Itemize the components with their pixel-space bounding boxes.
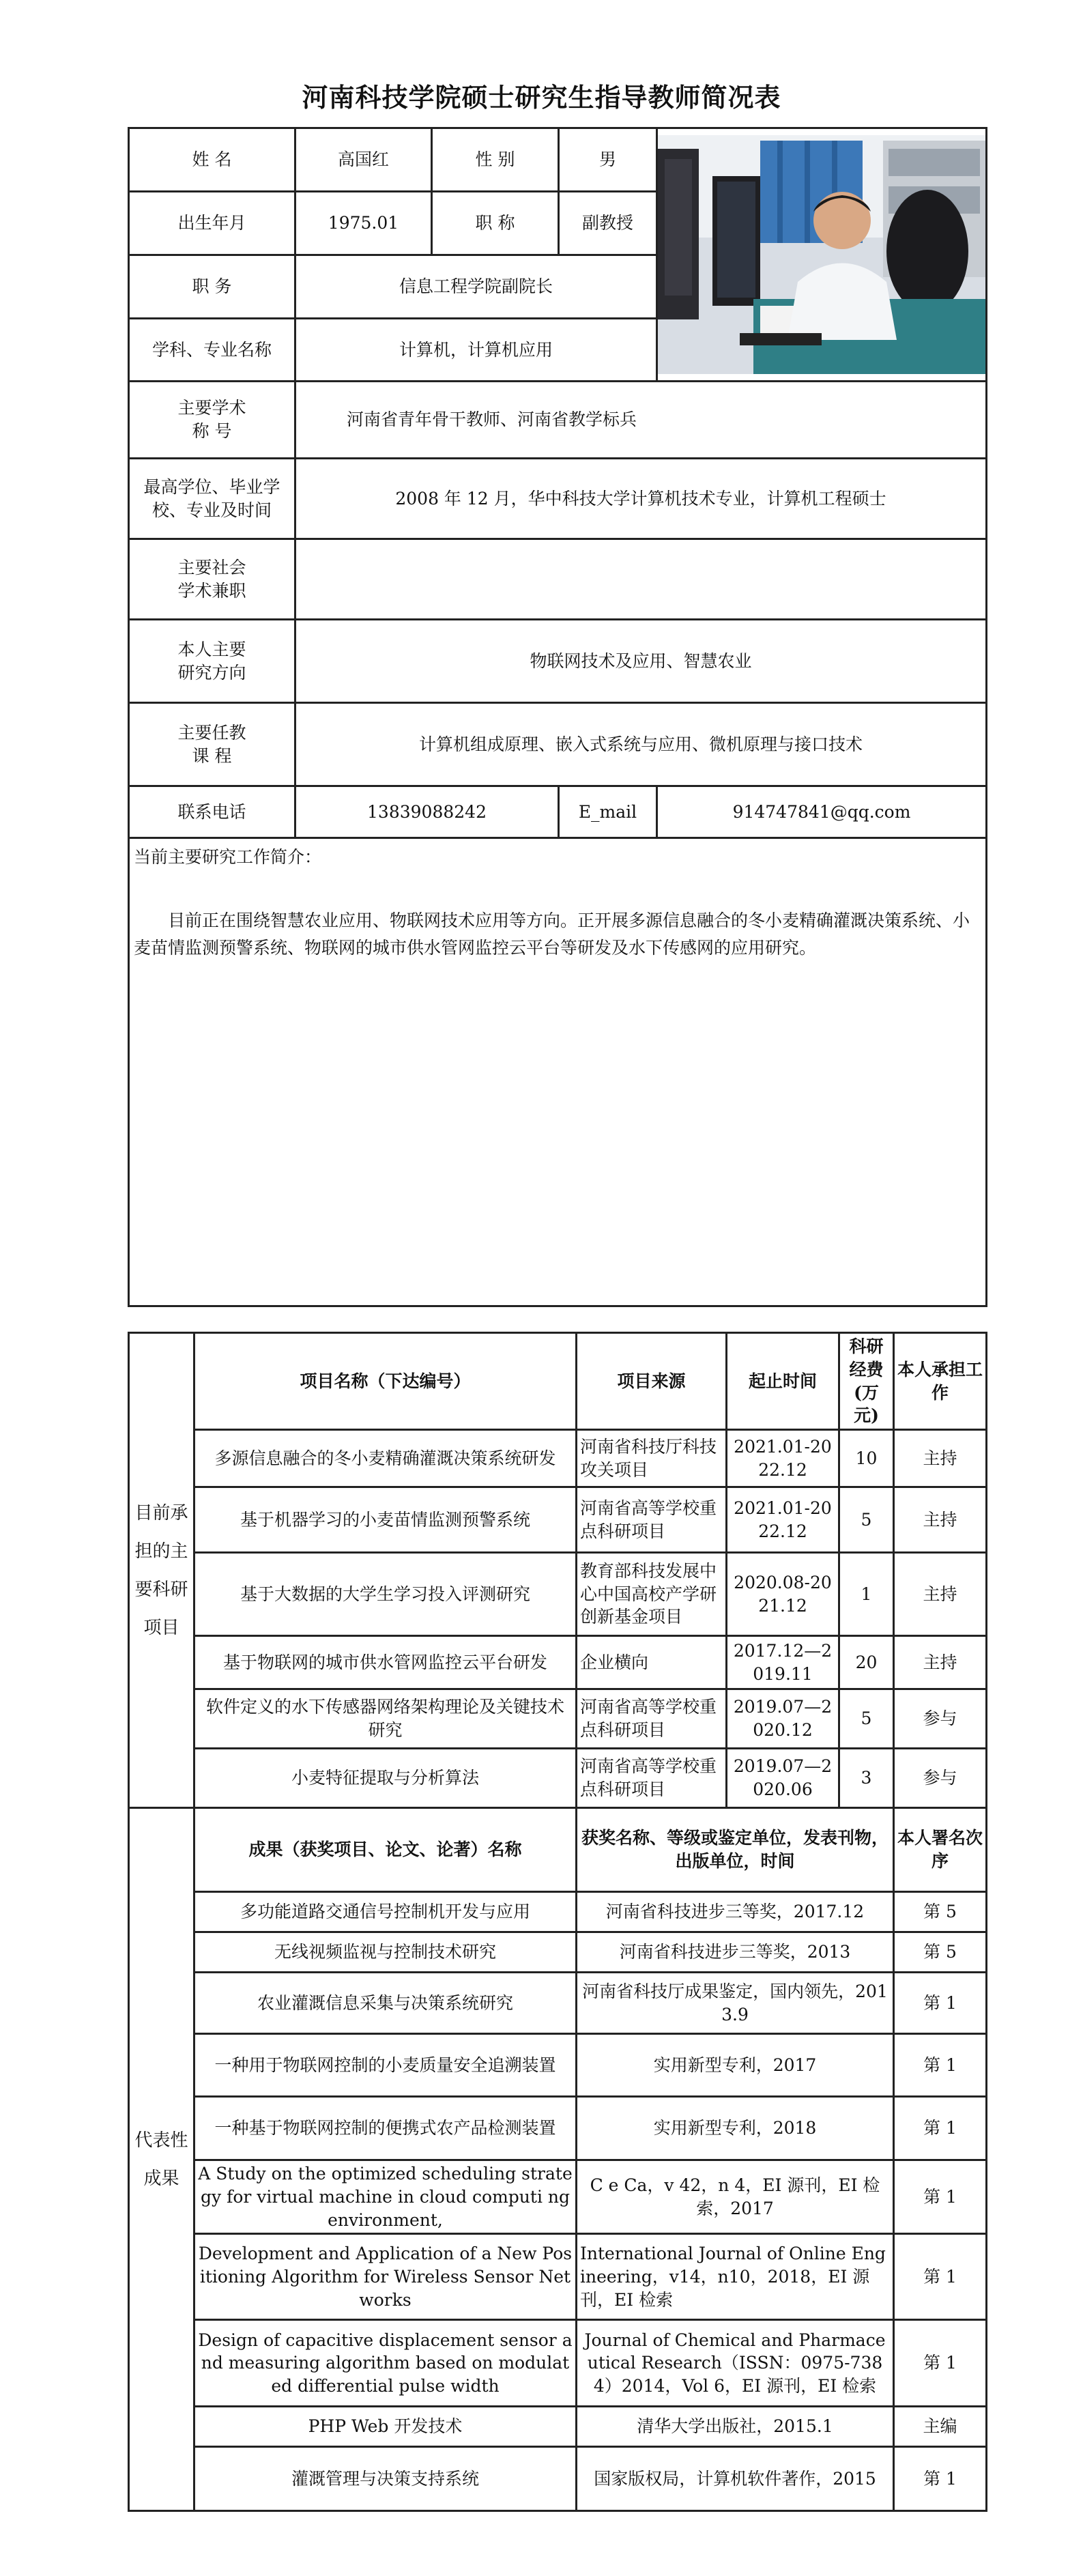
- project-source: 教育部科技发展中心中国高校产学研创新基金项目: [577, 1553, 727, 1636]
- projects-achievements-table: [128, 1332, 987, 2512]
- project-funds: 20: [839, 1636, 894, 1689]
- name-value: 高国红: [295, 128, 432, 192]
- project-role: 主持: [894, 1553, 987, 1636]
- projects-header-funds: 科研经费(万元): [839, 1333, 894, 1430]
- phone-value: 13839088242: [295, 786, 559, 838]
- achievement-order: 第 5: [894, 1892, 987, 1932]
- achievement-award: 实用新型专利，2017: [577, 2034, 894, 2097]
- achievement-award: C e Ca，v 42，n 4，EI 源刊，EI 检索，2017: [577, 2160, 894, 2234]
- courses-label-line2: 课 程: [192, 745, 232, 766]
- achievement-name: 一种基于物联网控制的便携式农产品检测装置: [194, 2097, 577, 2160]
- projects-side-label: 目前承担的主要科研项目: [129, 1333, 194, 1808]
- achievements-side-label: 代表性成果: [129, 1808, 194, 2511]
- achievement-award: Journal of Chemical and Pharmaceutical Research（ISSN：0975-7384）2014，Vol 6，EI 源刊，EI 检索: [577, 2320, 894, 2407]
- research-intro-text: 目前正在围绕智慧农业应用、物联网技术应用等方向。正开展多源信息融合的冬小麦精确灌溉决策系统、小麦苗情监测预警系统、物联网的城市供水管网监控云平台等研发及水下传感网的应用研究。: [134, 910, 970, 958]
- discipline-label: 学科、专业名称: [129, 319, 295, 382]
- project-name: 多源信息融合的冬小麦精确灌溉决策系统研发: [194, 1430, 577, 1487]
- project-role: 参与: [894, 1749, 987, 1808]
- project-row: [129, 1487, 987, 1553]
- research-value: 物联网技术及应用、智慧农业: [295, 620, 987, 703]
- achievement-row: [129, 2320, 987, 2407]
- courses-label: [129, 703, 295, 786]
- project-role: 主持: [894, 1636, 987, 1689]
- project-funds: 5: [839, 1487, 894, 1553]
- project-role: 主持: [894, 1487, 987, 1553]
- project-source: 河南省科技厅科技攻关项目: [577, 1430, 727, 1487]
- achievement-row: [129, 1973, 987, 2034]
- achievement-name: A Study on the optimized scheduling strategy for virtual machine in cloud computi ng environment,: [194, 2160, 577, 2234]
- email-label: E_mail: [559, 786, 657, 838]
- project-name: 小麦特征提取与分析算法: [194, 1749, 577, 1808]
- achievement-award: International Journal of Online Engineering，v14，n10，2018，EI 源刊，EI 检索: [577, 2234, 894, 2320]
- social-label: [129, 539, 295, 620]
- name-label: 姓 名: [129, 128, 295, 192]
- achievement-order: 第 1: [894, 2034, 987, 2097]
- social-label-line2: 学术兼职: [177, 580, 246, 601]
- form-title: 河南科技学院硕士研究生指导教师简况表: [302, 83, 781, 113]
- research-intro: [129, 838, 987, 1306]
- honor-value: 河南省青年骨干教师、河南省教学标兵: [295, 382, 987, 459]
- project-time: 2021.01-2022.12: [727, 1487, 839, 1553]
- project-name: 软件定义的水下传感器网络架构理论及关键技术研究: [194, 1689, 577, 1749]
- achievements-header-award: 获奖名称、等级或鉴定单位，发表刊物，出版单位，时间: [577, 1808, 894, 1892]
- discipline-value: 计算机，计算机应用: [295, 319, 657, 382]
- projects-header-time: 起止时间: [727, 1333, 839, 1430]
- birth-label: 出生年月: [129, 192, 295, 255]
- title-value: 副教授: [559, 192, 657, 255]
- gender-label: 性 别: [432, 128, 559, 192]
- achievement-order: 第 1: [894, 2447, 987, 2511]
- courses-label-line1: 主要任教: [177, 722, 246, 743]
- project-time: 2019.07—2020.12: [727, 1689, 839, 1749]
- project-row: [129, 1689, 987, 1749]
- achievement-name: 一种用于物联网控制的小麦质量安全追溯装置: [194, 2034, 577, 2097]
- achievement-award: 河南省科技进步三等奖，2013: [577, 1932, 894, 1973]
- achievement-name: 无线视频监视与控制技术研究: [194, 1932, 577, 1973]
- project-source: 河南省高等学校重点科研项目: [577, 1487, 727, 1553]
- achievement-name: PHP Web 开发技术: [194, 2407, 577, 2447]
- projects-header-role: 本人承担工作: [894, 1333, 987, 1430]
- project-role: 主持: [894, 1430, 987, 1487]
- project-row: [129, 1636, 987, 1689]
- courses-value: 计算机组成原理、嵌入式系统与应用、微机原理与接口技术: [295, 703, 987, 786]
- honor-label-line1: 主要学术: [177, 398, 246, 418]
- achievement-award: 实用新型专利，2018: [577, 2097, 894, 2160]
- achievement-order: 主编: [894, 2407, 987, 2447]
- project-source: 河南省高等学校重点科研项目: [577, 1749, 727, 1808]
- position-value: 信息工程学院副院长: [295, 255, 657, 319]
- achievement-name: Design of capacitive displacement sensor and measuring algorithm based on modulated differential pulse width: [194, 2320, 577, 2407]
- project-time: 2021.01-2022.12: [727, 1430, 839, 1487]
- achievement-row: [129, 2097, 987, 2160]
- project-row: [129, 1553, 987, 1636]
- achievement-row: [129, 2407, 987, 2447]
- achievement-award: 河南省科技进步三等奖，2017.12: [577, 1892, 894, 1932]
- achievement-award: 河南省科技厅成果鉴定，国内领先，2013.9: [577, 1973, 894, 2034]
- project-row: [129, 1749, 987, 1808]
- project-name: 基于物联网的城市供水管网监控云平台研发: [194, 1636, 577, 1689]
- achievement-row: [129, 2034, 987, 2097]
- title-label: 职 称: [432, 192, 559, 255]
- achievement-row: [129, 1932, 987, 1973]
- achievement-order: 第 1: [894, 2097, 987, 2160]
- research-label-line2: 研究方向: [177, 662, 246, 683]
- gender-value: 男: [559, 128, 657, 192]
- personal-info-table: [128, 127, 987, 1307]
- project-funds: 3: [839, 1749, 894, 1808]
- achievement-order: 第 1: [894, 2320, 987, 2407]
- project-source: 河南省高等学校重点科研项目: [577, 1689, 727, 1749]
- social-label-line1: 主要社会: [177, 557, 246, 577]
- position-label: 职 务: [129, 255, 295, 319]
- project-funds: 10: [839, 1430, 894, 1487]
- research-label: [129, 620, 295, 703]
- achievement-row: [129, 1892, 987, 1932]
- achievement-order: 第 1: [894, 2234, 987, 2320]
- achievement-order: 第 5: [894, 1932, 987, 1973]
- honor-label: [129, 382, 295, 459]
- project-funds: 5: [839, 1689, 894, 1749]
- project-name: 基于大数据的大学生学习投入评测研究: [194, 1553, 577, 1636]
- portrait-image: [658, 135, 987, 374]
- project-time: 2019.07—2020.06: [727, 1749, 839, 1808]
- degree-value: 2008 年 12 月，华中科技大学计算机技术专业，计算机工程硕士: [295, 459, 987, 539]
- project-role: 参与: [894, 1689, 987, 1749]
- achievement-name: 灌溉管理与决策支持系统: [194, 2447, 577, 2511]
- project-source: 企业横向: [577, 1636, 727, 1689]
- research-intro-label: 当前主要研究工作简介：: [134, 847, 322, 867]
- project-time: 2020.08-2021.12: [727, 1553, 839, 1636]
- portrait-photo: [657, 128, 987, 382]
- degree-label-line2: 校、专业及时间: [151, 500, 272, 520]
- social-value: [295, 539, 987, 620]
- research-label-line1: 本人主要: [177, 639, 246, 659]
- achievement-name: 多功能道路交通信号控制机开发与应用: [194, 1892, 577, 1932]
- projects-header-source: 项目来源: [577, 1333, 727, 1430]
- achievement-row: [129, 2234, 987, 2320]
- achievement-order: 第 1: [894, 2160, 987, 2234]
- birth-value: 1975.01: [295, 192, 432, 255]
- achievement-award: 国家版权局，计算机软件著作，2015: [577, 2447, 894, 2511]
- achievements-header-order: 本人署名次序: [894, 1808, 987, 1892]
- achievement-name: 农业灌溉信息采集与决策系统研究: [194, 1973, 577, 2034]
- achievement-award: 清华大学出版社，2015.1: [577, 2407, 894, 2447]
- projects-header-name: 项目名称（下达编号）: [194, 1333, 577, 1430]
- degree-label: [129, 459, 295, 539]
- project-funds: 1: [839, 1553, 894, 1636]
- degree-label-line1: 最高学位、毕业学: [143, 476, 280, 497]
- project-name: 基于机器学习的小麦苗情监测预警系统: [194, 1487, 577, 1553]
- honor-label-line2: 称 号: [192, 421, 232, 441]
- project-time: 2017.12—2019.11: [727, 1636, 839, 1689]
- achievements-header-name: 成果（获奖项目、论文、论著）名称: [194, 1808, 577, 1892]
- phone-label: 联系电话: [129, 786, 295, 838]
- achievement-row: [129, 2447, 987, 2511]
- achievement-order: 第 1: [894, 1973, 987, 2034]
- achievement-row: [129, 2160, 987, 2234]
- project-row: [129, 1430, 987, 1487]
- achievement-name: Development and Application of a New Positioning Algorithm for Wireless Sensor Networks: [194, 2234, 577, 2320]
- email-value: 914747841@qq.com: [657, 786, 987, 838]
